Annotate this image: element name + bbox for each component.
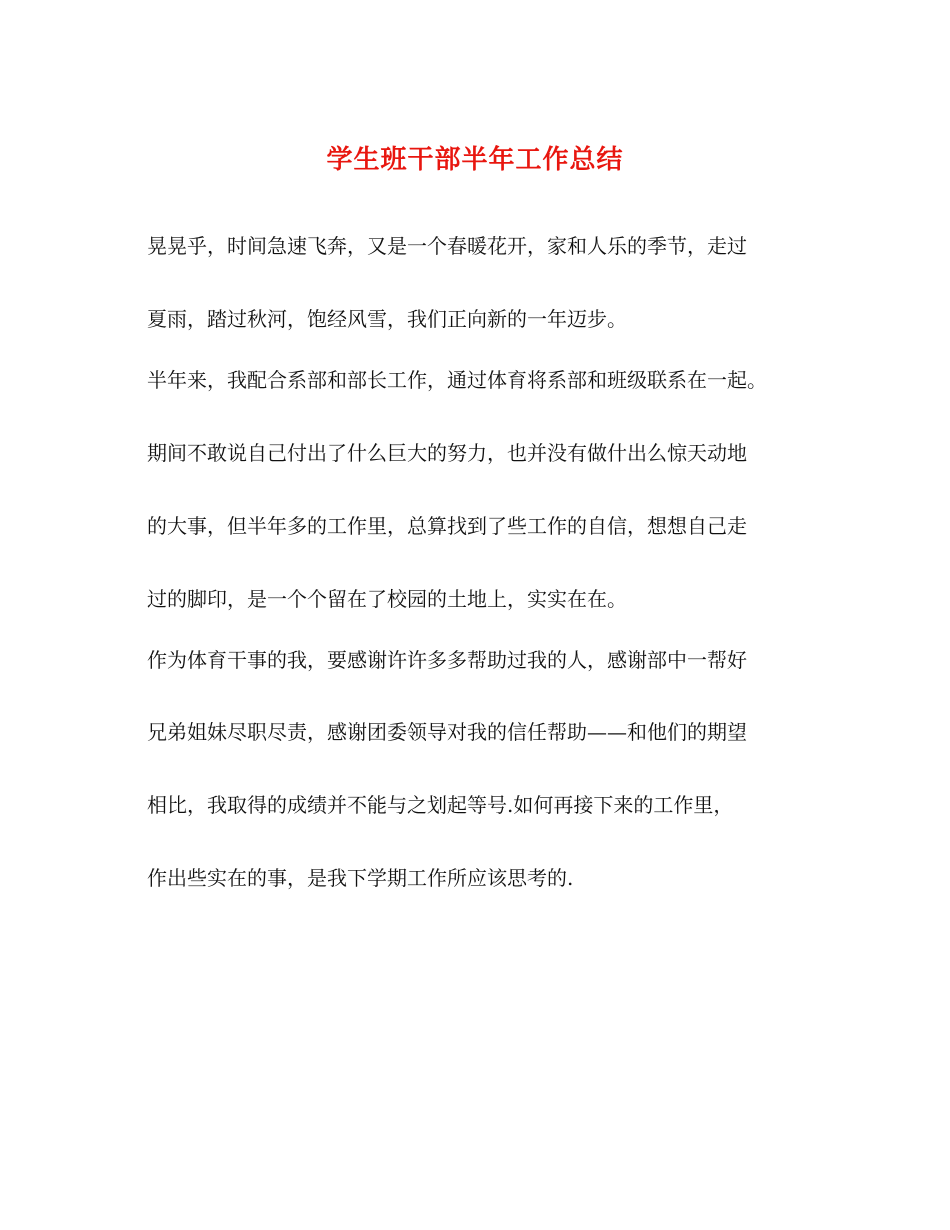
body-line-6: 过的脚印，是一个个留在了校园的土地上，实实在在。 bbox=[147, 587, 627, 611]
body-line-10: 作出些实在的事，是我下学期工作所应该思考的. bbox=[147, 866, 574, 890]
body-line-5: 的大事，但半年多的工作里，总算找到了些工作的自信，想想自己走 bbox=[147, 514, 747, 538]
body-line-7: 作为体育干事的我，要感谢许许多多帮助过我的人，感谢部中一帮好 bbox=[147, 648, 747, 672]
body-line-4: 期间不敢说自己付出了什么巨大的努力，也并没有做什出么惊天动地 bbox=[147, 441, 747, 465]
body-line-1: 晃晃乎，时间急速飞奔，又是一个春暖花开，家和人乐的季节，走过 bbox=[147, 234, 747, 258]
body-line-9: 相比，我取得的成绩并不能与之划起等号.如何再接下来的工作里， bbox=[147, 793, 734, 817]
document-title: 学生班干部半年工作总结 bbox=[326, 145, 624, 175]
body-line-8: 兄弟姐妹尽职尽责，感谢团委领导对我的信任帮助——和他们的期望 bbox=[147, 720, 747, 744]
body-line-2: 夏雨，踏过秋河，饱经风雪，我们正向新的一年迈步。 bbox=[147, 307, 627, 331]
body-line-3: 半年来，我配合系部和部长工作，通过体育将系部和班级联系在一起。 bbox=[147, 368, 767, 392]
